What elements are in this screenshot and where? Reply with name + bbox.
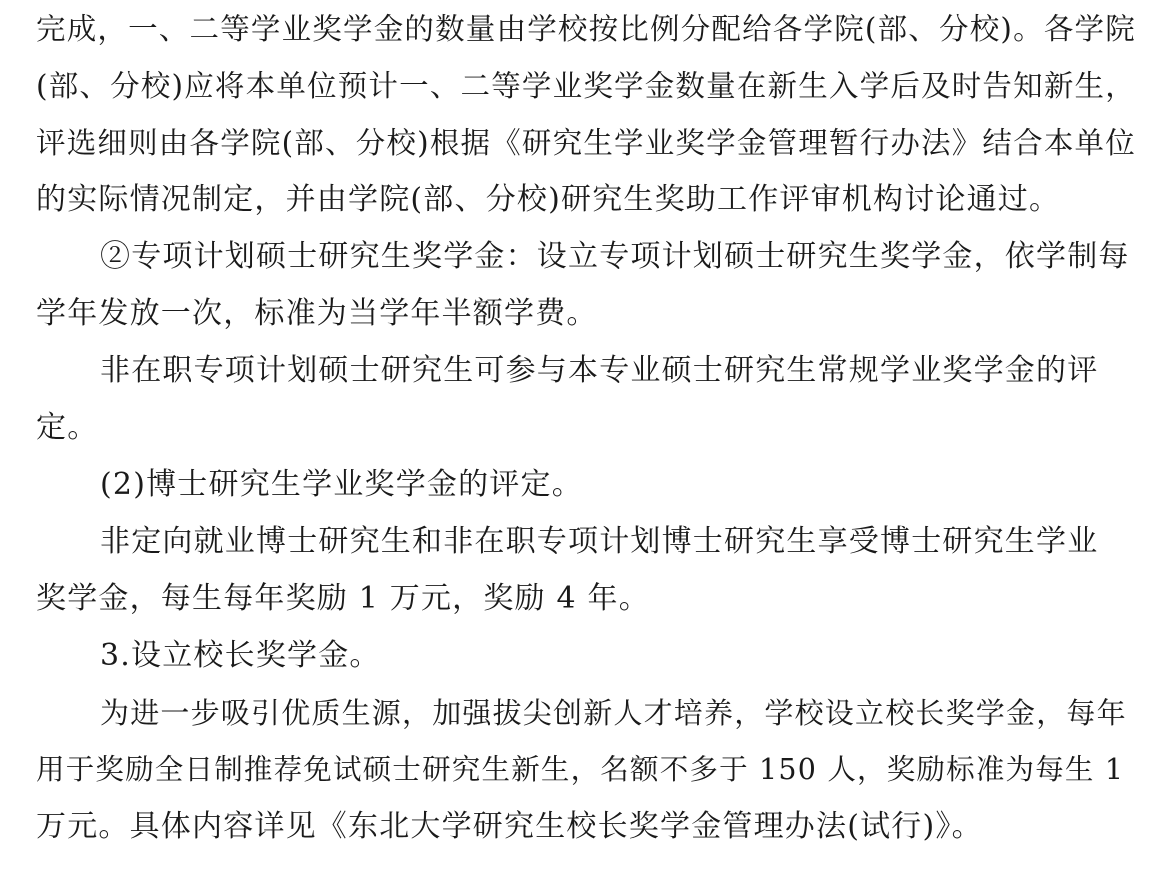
document-page — [36, 14, 1136, 869]
text-line-2: (部、分校)应将本单位预计一、二等学业奖学金数量在新生入学后及时告知新生， — [36, 69, 1136, 103]
section-heading-president: 3.设立校长奖学金。 — [100, 638, 381, 673]
text-line-3: 评选细则由各学院(部、分校)根据《研究生学业奖学金管理暂行办法》结合本单位 — [36, 126, 1136, 160]
text-line-14: 用于奖励全日制推荐免试硕士研究生新生，名额不多于 150 人，奖励标准为每生 1 — [36, 753, 1125, 786]
text-line-4: 的实际情况制定，并由学院(部、分校)研究生奖助工作评审机构讨论通过。 — [36, 182, 1061, 217]
text-line-1: 完成，一、二等学业奖学金的数量由学校按比例分配给各学院(部、分校)。各学院 — [36, 12, 1136, 46]
text-line-13: 为进一步吸引优质生源，加强拔尖创新人才培养，学校设立校长奖学金，每年 — [100, 696, 1127, 730]
text-line-5: ②专项计划硕士研究生奖学金：设立专项计划硕士研究生奖学金，依学制每 — [100, 239, 1130, 274]
text-line-15: 万元。具体内容详见《东北大学研究生校长奖学金管理办法(试行)》。 — [36, 809, 983, 844]
text-line-8: 定。 — [36, 410, 99, 445]
section-heading-doctoral: (2)博士研究生学业奖学金的评定。 — [100, 467, 583, 502]
text-line-11: 奖学金，每生每年奖励 1 万元，奖励 4 年。 — [36, 581, 650, 616]
text-line-10: 非定向就业博士研究生和非在职专项计划博士研究生享受博士研究生学业 — [100, 524, 1099, 559]
text-line-7: 非在职专项计划硕士研究生可参与本专业硕士研究生常规学业奖学金的评 — [100, 353, 1099, 388]
text-line-6: 学年发放一次，标准为当学年半额学费。 — [36, 296, 598, 331]
